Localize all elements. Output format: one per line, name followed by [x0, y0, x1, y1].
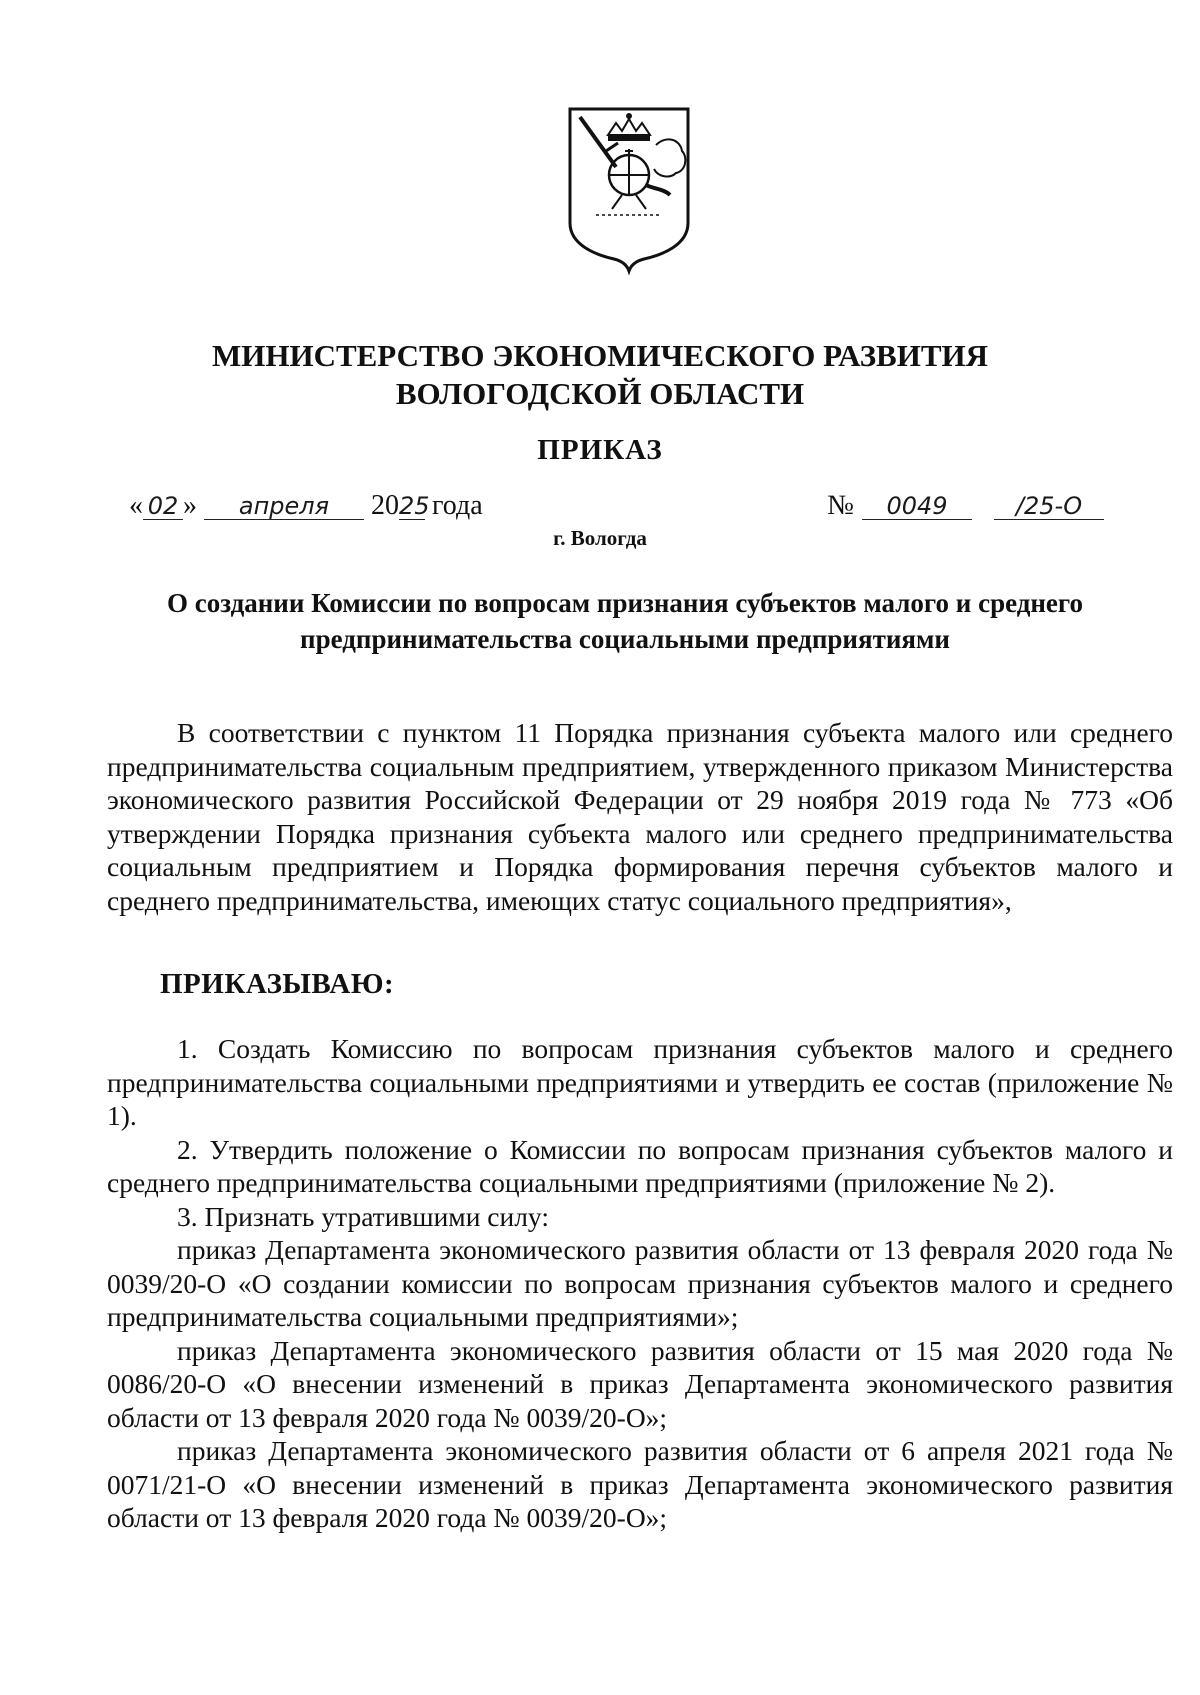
- order-item: 3. Признать утратившими силу:: [177, 1200, 549, 1232]
- repealed-order: приказ Департамента экономического развития области от 13 февраля 2020 года № 0039/20-О «О создании комиссии по вопросам признания субъектов малого и среднего предпринимательства социальными предприятиями»;: [107, 1234, 1173, 1332]
- preamble-paragraph: В соответствии с пунктом 11 Порядка признания субъекта малого или среднего предпринимательства социальным предприятием, утвержденного приказом Министерства экономического развития Российской Федерации от 29 ноября 2019 года № 773 «Об утверждении Порядка признания субъекта малого или среднего предпринимательства социальным предприятием и Порядка формирования перечня субъектов малого и среднего предпринимательства, имеющих статус социального предприятия»,: [107, 717, 1173, 916]
- order-date: [129, 490, 483, 522]
- order-item: 2. Утвердить положение о Комиссии по вопросам признания субъектов малого и среднего предпринимательства социальными предприятиями (приложение № 2).: [107, 1133, 1173, 1198]
- date-day-handwritten: 02: [143, 493, 183, 520]
- number-part1-handwritten: 0049: [862, 493, 972, 520]
- number-part2-handwritten: /25-О: [994, 493, 1104, 520]
- date-year-word: года: [432, 490, 483, 521]
- date-year-prefix: 20: [371, 490, 399, 521]
- document-type: ПРИКАЗ: [537, 434, 663, 466]
- repealed-order: приказ Департамента экономического развития области от 15 мая 2020 года № 0086/20-О «О внесении изменений в приказ Департамента экономического развития области от 13 февраля 2020 года № 0039/20-О»;: [107, 1334, 1173, 1433]
- repealed-order: приказ Департамента экономического развития области от 6 апреля 2021 года № 0071/21-О «О внесении изменений в приказ Департамента экономического развития области от 13 февраля 2020 года № 0039/20-О»;: [107, 1435, 1173, 1533]
- date-year-suffix-handwritten: 25: [399, 492, 430, 520]
- document-title: О создании Комиссии по вопросам признания субъектов малого и среднего предпринимательства социальными предприятиями: [166, 588, 1083, 654]
- order-item: 1. Создать Комиссию по вопросам признания субъектов малого и среднего предпринимательства социальными предприятиями и утвердить ее состав (приложение № 1).: [107, 1033, 1173, 1131]
- order-heading: ПРИКАЗЫВАЮ:: [160, 968, 395, 1000]
- date-close-quote: »: [183, 490, 197, 521]
- ministry-name-line1: МИНИСТЕРСТВО ЭКОНОМИЧЕСКОГО РАЗВИТИЯ: [211, 338, 989, 373]
- ministry-name-line2: ВОЛОГОДСКОЙ ОБЛАСТИ: [395, 376, 805, 411]
- number-sign: №: [827, 490, 854, 521]
- city: г. Вологда: [553, 526, 647, 550]
- ministry-name: [0, 337, 1200, 413]
- order-items: [107, 1032, 1173, 1535]
- date-month-handwritten: апреля: [204, 493, 364, 520]
- preamble: [107, 716, 1173, 917]
- date-open-quote: «: [129, 490, 143, 521]
- coat-of-arms-emblem: [566, 105, 692, 275]
- order-number: [827, 490, 1104, 522]
